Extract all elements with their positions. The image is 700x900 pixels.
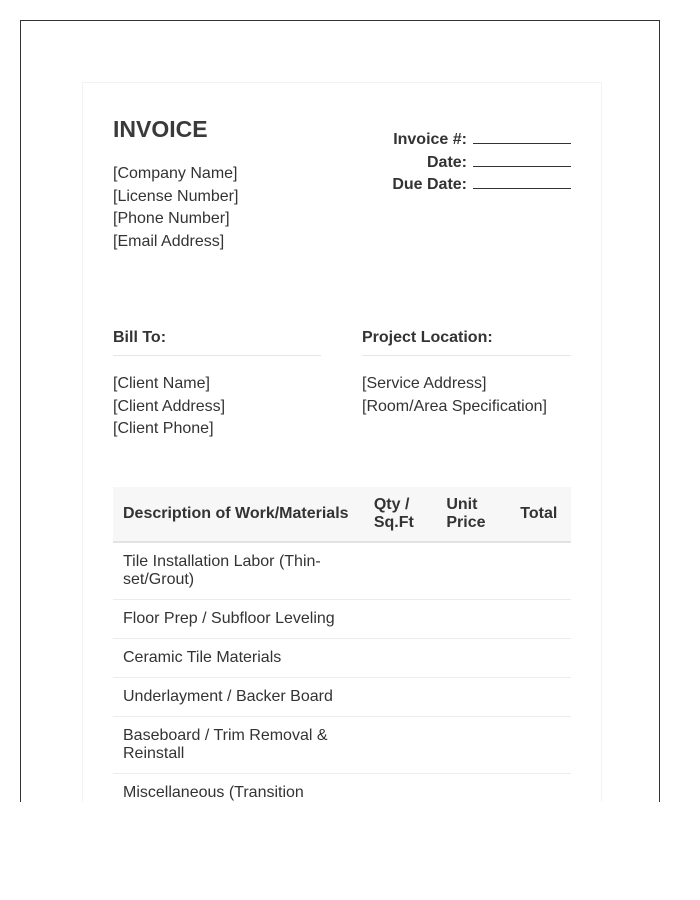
row-unit-price[interactable] [436, 542, 506, 600]
company-email: [Email Address] [113, 232, 225, 250]
client-phone: [Client Phone] [113, 420, 214, 437]
invoice-date-row [392, 152, 571, 175]
due-date-label: Due Date: [392, 176, 467, 193]
due-date-field[interactable] [473, 174, 571, 189]
invoice-date-label: Date: [426, 153, 467, 171]
row-total[interactable] [507, 717, 571, 774]
invoice-meta [392, 129, 571, 197]
table-row [113, 774, 571, 803]
row-description: Miscellaneous (Transition [113, 774, 364, 803]
client-name: [Client Name] [113, 375, 210, 392]
invoice-sheet [82, 82, 602, 802]
invoice-number-row [392, 129, 571, 152]
invoice-number-field[interactable] [473, 129, 571, 144]
company-name: [Company Name] [113, 165, 238, 182]
row-quantity[interactable] [364, 774, 436, 803]
row-quantity[interactable] [364, 542, 436, 600]
invoice-number-label: Invoice #: [393, 131, 467, 148]
row-unit-price[interactable] [436, 600, 506, 639]
column-header-quantity: Qty / Sq.Ft [364, 487, 436, 542]
column-header-description: Description of Work/Materials [113, 487, 364, 542]
invoice-date-field[interactable] [473, 152, 571, 167]
project-location-heading: Project Location: [362, 329, 571, 356]
row-total[interactable] [507, 774, 571, 803]
line-items-table [113, 487, 571, 802]
row-description: Tile Installation Labor (Thin-set/Grout) [113, 542, 364, 600]
row-quantity[interactable] [364, 639, 436, 678]
table-row [113, 678, 571, 717]
company-license: [License Number] [113, 187, 239, 205]
table-header-row [113, 487, 571, 542]
bill-to-heading: Bill To: [113, 329, 321, 356]
row-description: Floor Prep / Subfloor Leveling [113, 600, 364, 639]
table-row [113, 542, 571, 600]
table-row [113, 600, 571, 639]
project-location-section [362, 329, 571, 418]
service-address: [Service Address] [362, 375, 487, 392]
row-total[interactable] [507, 542, 571, 600]
invoice-title: INVOICE [113, 116, 208, 142]
bill-to-section [113, 329, 321, 441]
room-area-specification: [Room/Area Specification] [362, 397, 547, 415]
row-description: Underlayment / Backer Board [113, 678, 364, 717]
table-row [113, 717, 571, 774]
row-unit-price[interactable] [436, 639, 506, 678]
client-address: [Client Address] [113, 397, 226, 415]
company-phone: [Phone Number] [113, 210, 230, 227]
row-unit-price[interactable] [436, 678, 506, 717]
page-frame [20, 20, 660, 802]
row-total[interactable] [507, 678, 571, 717]
row-quantity[interactable] [364, 678, 436, 717]
column-header-total: Total [507, 487, 571, 542]
row-total[interactable] [507, 600, 571, 639]
due-date-row [392, 174, 571, 197]
table-row [113, 639, 571, 678]
row-unit-price[interactable] [436, 717, 506, 774]
project-location-details [362, 373, 571, 418]
row-total[interactable] [507, 639, 571, 678]
column-header-unit-price: Unit Price [436, 487, 506, 542]
bill-to-details [113, 373, 321, 441]
row-quantity[interactable] [364, 600, 436, 639]
row-quantity[interactable] [364, 717, 436, 774]
row-description: Ceramic Tile Materials [113, 639, 364, 678]
row-unit-price[interactable] [436, 774, 506, 803]
row-description: Baseboard / Trim Removal & Reinstall [113, 717, 364, 774]
company-details [113, 163, 238, 253]
